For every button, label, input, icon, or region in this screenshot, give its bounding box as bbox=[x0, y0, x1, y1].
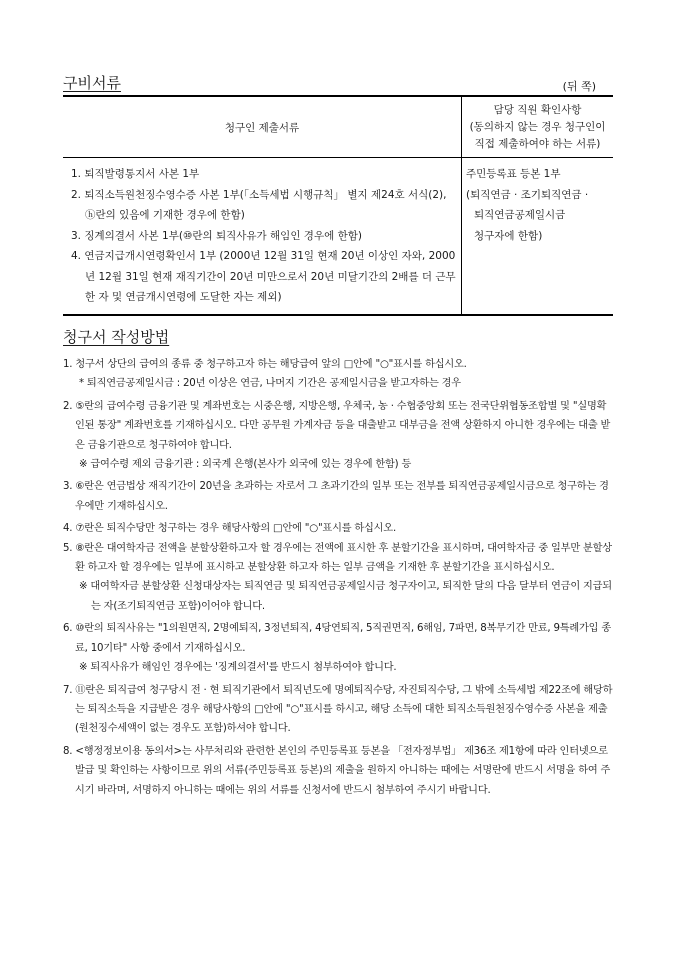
doc-item: 2. 퇴직소득원천징수영수증 사본 1부(「소득세법 시행규칙」 별지 제24호 서식(2), ⓗ란의 있음에 기재한 경우에 한함) bbox=[71, 188, 447, 221]
confirm-line: 청구자에 한함) bbox=[474, 229, 543, 242]
instruction-item: 7. ⑪란은 퇴직급여 청구당시 전 · 현 퇴직기관에서 퇴직년도에 명예퇴직수당, 자진퇴직수당, 그 밖에 소득세법 제22조에 해당하는 퇴직소득을 지급받은 경우 해당사항의 □안에 "○"표시를 하시고, 해당 소득에 대한 퇴직소득원천징수영수증 사본을 제출(원천징수세액이 없는 경우도 포함)하셔야 합니다. bbox=[63, 684, 613, 735]
header-submitted-docs: 청구인 제출서류 bbox=[63, 96, 462, 158]
header-confirm-line: 담당 직원 확인사항 bbox=[493, 103, 582, 116]
section-title-instructions: 청구서 작성방법 bbox=[63, 328, 170, 346]
section-title-documents: 구비서류 bbox=[63, 74, 121, 92]
instruction-note: ※ 급여수령 제외 금융기관 : 외국계 은행(본사가 외국에 있는 경우에 한함) 등 bbox=[79, 459, 412, 471]
header-confirm-line: 직접 제출하여야 하는 서류) bbox=[474, 137, 601, 150]
confirm-line: (퇴직연금 · 조기퇴직연금 · bbox=[466, 188, 589, 201]
staff-confirm-docs bbox=[462, 158, 614, 315]
instruction-item: 8. <행정정보이용 동의서>는 사무처리와 관련한 본인의 주민등록표 등본을 「전자정부법」 제36조 제1항에 따라 인터넷으로 발급 및 확인하는 사항이므로 위의 서류(주민등록표 등본)의 제출을 원하지 아니하는 때에는 서명란에 반드시 서명을 하여 주시기 바라며, 서명하지 아니하는 때에는 위의 서류를 신청서에 반드시 첨부하여 주시기 바랍니다. bbox=[63, 745, 611, 796]
required-documents-table bbox=[63, 95, 613, 316]
instruction-item: 3. ⑥란은 연금법상 재직기간이 20년을 초과하는 자로서 그 초과기간의 일부 또는 전부를 퇴직연금공제일시금으로 청구하는 경우에만 기재하십시오. bbox=[63, 481, 609, 512]
doc-item: 4. 연금지급개시연령확인서 1부 (2000년 12월 31일 현재 20년 이상인 자와, 2000년 12월 31일 현재 재직기간이 20년 미만으로서 20년 미달기간의 2배를 더 근무한 자 및 연금개시연령에 도달한 자는 제외) bbox=[71, 250, 456, 303]
header-staff-confirm bbox=[462, 96, 614, 158]
back-page-label: (뒤 쪽) bbox=[562, 80, 596, 93]
instruction-note: ※ 대여학자금 분할상환 신청대상자는 퇴직연금 및 퇴직연금공제일시금 청구자이고, 퇴직한 달의 다음 달부터 연금이 지급되는 자(조기퇴직연금 포함)이어야 합니다. bbox=[79, 581, 612, 612]
instruction-item: 4. ⑦란은 퇴직수당만 청구하는 경우 해당사항의 □안에 "○"표시를 하십시오. bbox=[63, 523, 396, 535]
header-confirm-line: (동의하지 않는 경우 청구인이 bbox=[469, 120, 606, 133]
instruction-item: 2. ⑤란의 급여수령 금융기관 및 계좌번호는 시중은행, 지방은행, 우체국, 농 · 수협중앙회 또는 전국단위협동조합별 및 "실명확인된 통장" 계좌번호를 기재하십시오. 다만 공무원 가계자금 등을 대출받고 대부금을 전액 상환하지 아니한 경우에는 대출 받은 금융기관으로 청구하여야 합니다. bbox=[63, 400, 611, 451]
instructions-list bbox=[63, 355, 615, 800]
doc-item: 3. 징계의결서 사본 1부(⑩란의 퇴직사유가 해임인 경우에 한함) bbox=[71, 229, 362, 242]
confirm-line: 퇴직연금공제일시금 bbox=[474, 209, 566, 221]
instruction-item: 5. ⑧란은 대여학자금 전액을 분할상환하고자 할 경우에는 전액에 표시한 후 분할기간을 표시하며, 대여학자금 중 일부만 분할상환 하고자 할 경우에는 일부에 표시하고 분할상환 하고자 하는 일부 금액을 기재한 후 분할기간을 표시하십시오. bbox=[63, 542, 612, 574]
instruction-note: ※ 퇴직사유가 해임인 경우에는 '징계의결서'를 반드시 첨부하여야 합니다. bbox=[79, 662, 397, 674]
confirm-line: 주민등록표 등본 1부 bbox=[466, 168, 561, 180]
instruction-note: * 퇴직연금공제일시금 : 20년 이상은 연금, 나머지 기간은 공제일시금을 받고자하는 경우 bbox=[79, 378, 461, 390]
doc-item: 1. 퇴직발령통지서 사본 1부 bbox=[71, 168, 200, 180]
instruction-item: 6. ⑩란의 퇴직사유는 "1의원면직, 2명예퇴직, 3정년퇴직, 4당연퇴직, 5직권면직, 6해임, 7파면, 8복무기간 만료, 9특례가입 종료, 10기타" 사항 중에서 기재하십시오. bbox=[63, 623, 612, 654]
instruction-item: 1. 청구서 상단의 급여의 종류 중 청구하고자 하는 해당급여 앞의 □안에 "○"표시를 하십시오. bbox=[63, 359, 467, 370]
submitted-docs-list bbox=[63, 158, 462, 315]
